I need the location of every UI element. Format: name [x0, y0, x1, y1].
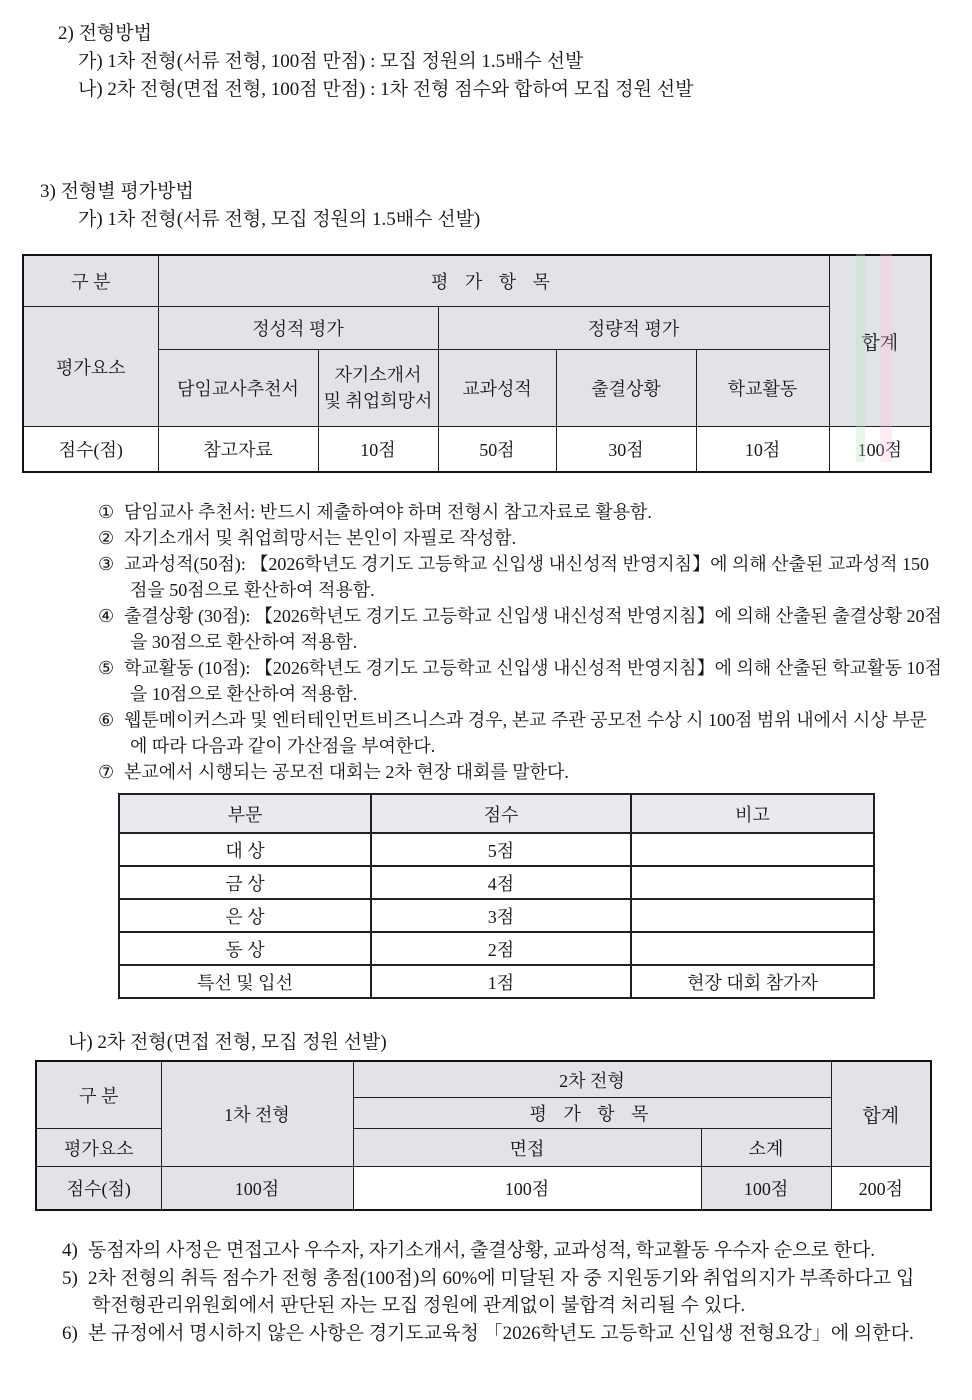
table1-score-school-activity: 10점	[696, 427, 829, 473]
circled-note-3-text: 교과성적(50점): 【2026학년도 경기도 고등학교 신입생 내신성적 반영지침】에 의해 산출된 교과성적 150점을 50점으로 환산하여 적용함.	[124, 554, 929, 600]
table1-score-self-intro: 10점	[318, 427, 438, 473]
table1-col-attendance: 출결상황	[556, 350, 696, 427]
table2-cell-note	[631, 833, 874, 866]
bottom-note-5-text: 2차 전형의 취득 점수가 전형 총점(100점)의 60%에 미달된 자 중 지원동기와 취업의지가 부족하다고 입학전형관리위원회에서 판단된 자는 모집 정원에 관계없이 불합격 처리될 수 있다.	[88, 1267, 915, 1316]
table1-col-grades: 교과성적	[438, 350, 556, 427]
bottom-note-4-number: 4)	[62, 1240, 78, 1261]
table2-cell-score: 2점	[371, 932, 631, 965]
bottom-note-5	[62, 1265, 920, 1320]
circled-note-3	[98, 551, 943, 603]
second-round-evaluation-table	[35, 1060, 932, 1211]
section2-item-1: 가) 1차 전형(서류 전형, 100점 만점) : 모집 정원의 1.5배수 선발	[78, 51, 584, 72]
circled-note-1	[98, 499, 943, 525]
circled-note-4-number: ④	[98, 606, 115, 626]
bottom-note-5-number: 5)	[62, 1267, 78, 1289]
circled-note-7	[98, 759, 943, 785]
table2-cell-category: 금 상	[119, 866, 371, 899]
section2-heading: 2) 전형방법	[58, 23, 152, 44]
table1-score-recommendation: 참고자료	[158, 427, 318, 473]
circled-note-6-text: 웹툰메이커스과 및 엔터테인먼트비즈니스과 경우, 본교 주관 공모전 수상 시 100점 범위 내에서 시상 부문에 따라 다음과 같이 가산점을 부여한다.	[124, 710, 927, 756]
circled-note-5-number: ⑤	[98, 658, 115, 678]
table2-row-silver-prize	[119, 899, 874, 932]
table1-col-school-activity: 학교활동	[696, 350, 829, 427]
bottom-note-4-text: 동점자의 사정은 면접고사 우수자, 자기소개서, 출결상황, 교과성적, 학교활동 우수자 순으로 한다.	[88, 1240, 876, 1261]
section3-heading: 3) 전형별 평가방법	[40, 181, 194, 202]
bottom-note-4	[62, 1237, 920, 1265]
table2-cell-note	[631, 866, 874, 899]
table1-col-self-intro-line2: 및 취업희망서	[323, 391, 433, 411]
table2-cell-note: 현장 대회 참가자	[631, 965, 874, 998]
table2-cell-category: 은 상	[119, 899, 371, 932]
circled-note-2-text: 자기소개서 및 취업희망서는 본인이 자필로 작성함.	[124, 528, 517, 548]
table2-header-note: 비고	[631, 794, 874, 833]
table2-row-bronze-prize	[119, 932, 874, 965]
circled-note-6	[98, 707, 943, 759]
table1-factor-header: 평가요소	[23, 307, 158, 427]
table3-score-label: 점수(점)	[36, 1167, 161, 1211]
table2-row-grand-prize	[119, 833, 874, 866]
table3-score-total: 200점	[831, 1167, 931, 1211]
circled-note-6-number: ⑥	[98, 710, 115, 730]
table1-quantitative-header: 정량적 평가	[438, 307, 829, 350]
table1-col-self-intro	[318, 350, 438, 427]
table1-score-attendance: 30점	[556, 427, 696, 473]
table3-subtotal-header: 소계	[701, 1129, 831, 1167]
circled-note-3-number: ③	[98, 554, 115, 574]
table3-eval-items-header: 평 가 항 목	[353, 1098, 831, 1129]
section3-sub-a-heading: 가) 1차 전형(서류 전형, 모집 정원의 1.5배수 선발)	[78, 209, 481, 230]
table3-score-interview: 100점	[353, 1167, 701, 1211]
table3-score-subtotal: 100점	[701, 1167, 831, 1211]
table2-row-special-selection	[119, 965, 874, 998]
table2-cell-category: 동 상	[119, 932, 371, 965]
table1-col-self-intro-line1: 자기소개서	[334, 364, 422, 385]
table2-header-category: 부문	[119, 794, 371, 833]
circled-note-1-number: ①	[98, 502, 115, 522]
bottom-note-6-text: 본 규정에서 명시하지 않은 사항은 경기도교육청 「2026학년도 고등학교 신입생 전형요강」에 의한다.	[88, 1322, 914, 1344]
table3-second-round-header: 2차 전형	[353, 1061, 831, 1098]
table1-eval-items-header: 평 가 항 목	[158, 255, 829, 307]
table3-total-header: 합계	[831, 1061, 931, 1167]
bottom-note-6	[62, 1320, 920, 1348]
table2-header-score: 점수	[371, 794, 631, 833]
circled-note-5-text: 학교활동 (10점): 【2026학년도 경기도 고등학교 신입생 내신성적 반영지침】에 의해 산출된 학교활동 10점을 10점으로 환산하여 적용함.	[124, 658, 942, 704]
table1-total-header: 합계	[829, 255, 931, 427]
table2-cell-score: 3점	[371, 899, 631, 932]
table2-cell-note	[631, 932, 874, 965]
table3-corner-cell: 구 분	[36, 1061, 161, 1129]
bottom-note-6-number: 6)	[62, 1322, 78, 1344]
circled-note-2-number: ②	[98, 528, 115, 548]
table2-row-gold-prize	[119, 866, 874, 899]
bonus-points-table	[118, 793, 875, 999]
first-round-evaluation-table	[22, 254, 932, 473]
circled-note-4	[98, 603, 943, 655]
table2-cell-score: 1점	[371, 965, 631, 998]
circled-note-2	[98, 525, 943, 551]
circled-note-5	[98, 655, 943, 707]
table1-score-label: 점수(점)	[23, 427, 158, 473]
table2-cell-score: 4점	[371, 866, 631, 899]
circled-note-7-number: ⑦	[98, 762, 115, 782]
table3-first-round-header: 1차 전형	[161, 1061, 353, 1167]
table3-score-first-round: 100점	[161, 1167, 353, 1211]
section2-item-2: 나) 2차 전형(면접 전형, 100점 만점) : 1차 전형 점수와 합하여 모집 정원 선발	[78, 79, 694, 100]
table1-score-grades: 50점	[438, 427, 556, 473]
table1-qualitative-header: 정성적 평가	[158, 307, 438, 350]
circled-note-7-text: 본교에서 시행되는 공모전 대회는 2차 현장 대회를 말한다.	[124, 762, 569, 782]
circled-note-4-text: 출결상황 (30점): 【2026학년도 경기도 고등학교 신입생 내신성적 반영지침】에 의해 산출된 출결상황 20점을 30점으로 환산하여 적용함.	[124, 606, 942, 652]
table3-factor-header: 평가요소	[36, 1129, 161, 1167]
section3-sub-b-heading: 나) 2차 전형(면접 전형, 모집 정원 선발)	[68, 1032, 387, 1053]
circled-notes	[98, 499, 943, 785]
table2-cell-category: 특선 및 입선	[119, 965, 371, 998]
table2-cell-category: 대 상	[119, 833, 371, 866]
table1-score-total: 100점	[829, 427, 931, 473]
table1-col-recommendation: 담임교사추천서	[158, 350, 318, 427]
table1-corner-cell: 구 분	[23, 255, 158, 307]
table2-cell-score: 5점	[371, 833, 631, 866]
circled-note-1-text: 담임교사 추천서: 반드시 제출하여야 하며 전형시 참고자료로 활용함.	[124, 502, 652, 522]
table3-interview-header: 면접	[353, 1129, 701, 1167]
bottom-notes	[62, 1237, 920, 1347]
table2-cell-note	[631, 899, 874, 932]
